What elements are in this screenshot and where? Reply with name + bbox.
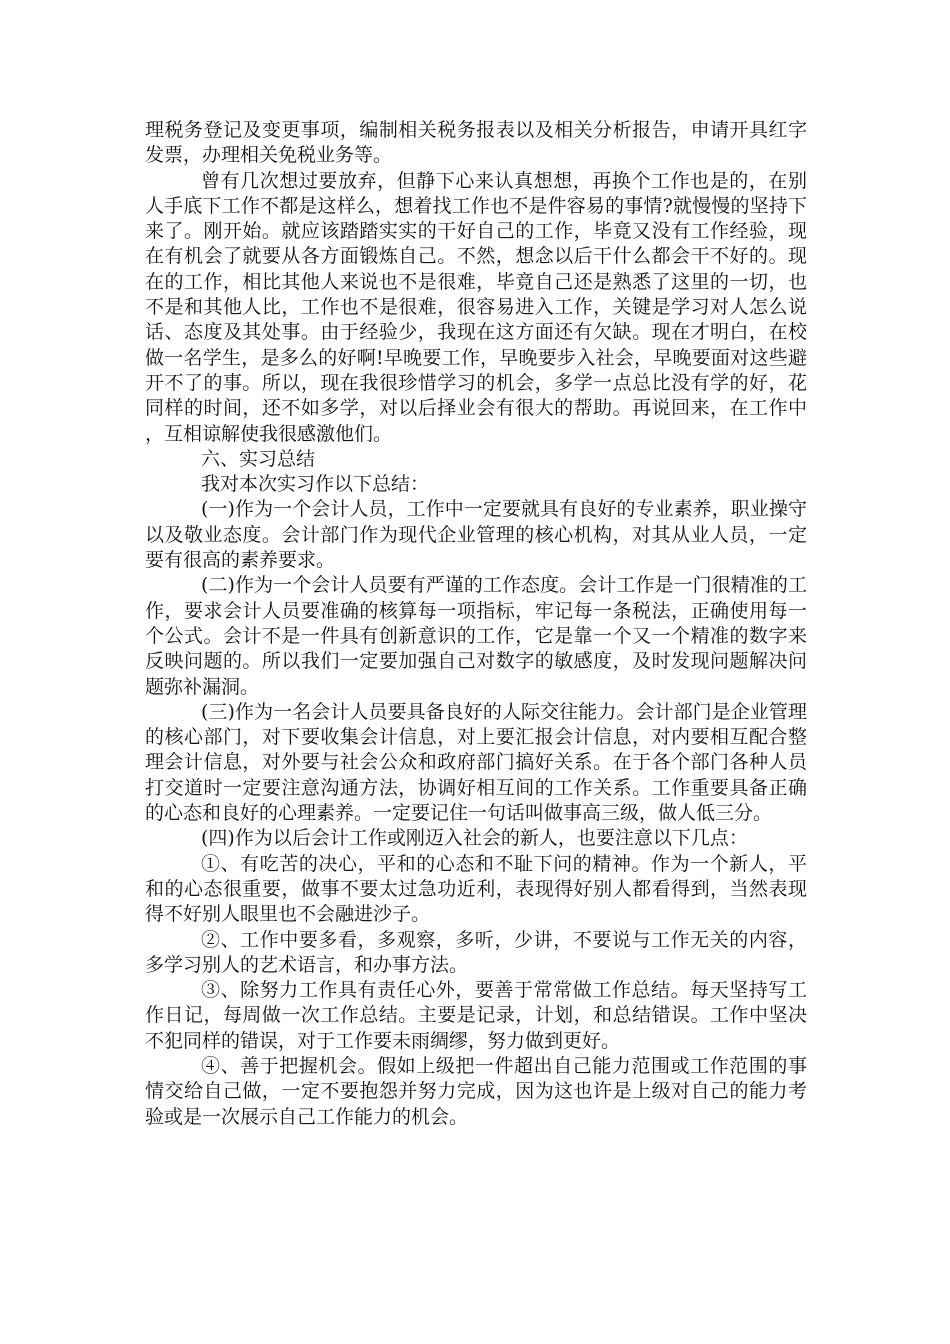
list-item-4: ④、善于把握机会。假如上级把一件超出自己能力范围或工作范围的事情交给自己做，一定不要抱怨并努力完成，因为这也许是上级对自己的能力考验或是一次展示自己工作能力的机会。 — [145, 1054, 807, 1128]
paragraph-point-1: (一)作为一个会计人员，工作中一定要就具有良好的专业素养，职业操守以及敬业态度。会计部门作为现代企业管理的核心机构，对其从业人员，一定要有很高的素养要求。 — [145, 498, 807, 572]
section-heading-internship-summary: 六、实习总结 — [201, 447, 316, 470]
paragraph-point-3: (三)作为一名会计人员要具备良好的人际交往能力。会计部门是企业管理的核心部门，对下要收集会计信息，对上要汇报会计信息，对内要相互配合整理会计信息，对外要与社会公众和政府部门搞好关系。在于各个部门各种人员打交道时一定要注意沟通方法，协调好相互间的工作关系。工作重要具备正确的心态和良好的心理素养。一定要记住一句话叫做事高三级，做人低三分。 — [145, 700, 807, 825]
paragraph-point-4: (四)作为以后会计工作或刚迈入社会的新人，也要注意以下几点： — [201, 827, 748, 850]
paragraph-summary-intro: 我对本次实习作以下总结： — [201, 473, 430, 496]
paragraph-tax-duties: 理税务登记及变更事项，编制相关税务报表以及相关分析报告，申请开具红字发票，办理相关免税业务等。 — [145, 119, 807, 167]
list-item-2: ②、工作中要多看，多观察，多听，少讲，不要说与工作无关的内容，多学习别人的艺术语言，和办事方法。 — [145, 928, 807, 976]
list-item-1: ①、有吃苦的决心，平和的心态和不耻下问的精神。作为一个新人，平和的心态很重要，做事不要太过急功近利，表现得好别人都看得到，当然表现得不好别人眼里也不会融进沙子。 — [145, 852, 807, 926]
document-body — [145, 118, 807, 1130]
list-item-3: ③、除努力工作具有责任心外，要善于常常做工作总结。每天坚持写工作日记，每周做一次工作总结。主要是记录，计划，和总结错误。工作中坚决不犯同样的错误，对于工作要未雨绸缪，努力做到更好。 — [145, 979, 807, 1052]
paragraph-point-2: (二)作为一个会计人员要有严谨的工作态度。会计工作是一门很精准的工作，要求会计人员要准确的核算每一项指标，牢记每一条税法，正确使用每一个公式。会计不是一件具有创新意识的工作，它是靠一个又一个精准的数字来反映问题的。所以我们一定要加强自己对数字的敏感度，及时发现问题解决问题弥补漏洞。 — [145, 574, 807, 698]
paragraph-persistence: 曾有几次想过要放弃，但静下心来认真想想，再换个工作也是的，在别人手底下工作不都是这样么，想着找工作也不是件容易的事情?就慢慢的坚持下来了。刚开始。就应该踏踏实实的干好自己的工作，毕竟又没有工作经验，现在有机会了就要从各方面锻炼自己。不然，想念以后干什么都会干不好的。现在的工作，相比其他人来说也不是很难，毕竟自己还是熟悉了这里的一切，也不是和其他人比，工作也不是很难，很容易进入工作，关键是学习对人怎么说话、态度及其处事。由于经验少，我现在这方面还有欠缺。现在才明白，在校做一名学生，是多么的好啊!早晚要工作，早晚要步入社会，早晚要面对这些避开不了的事。所以，现在我很珍惜学习的机会，多学一点总比没有学的好，花同样的时间，还不如多学，对以后择业会有很大的帮助。再说回来，在工作中，互相谅解使我很感激他们。 — [145, 169, 807, 445]
